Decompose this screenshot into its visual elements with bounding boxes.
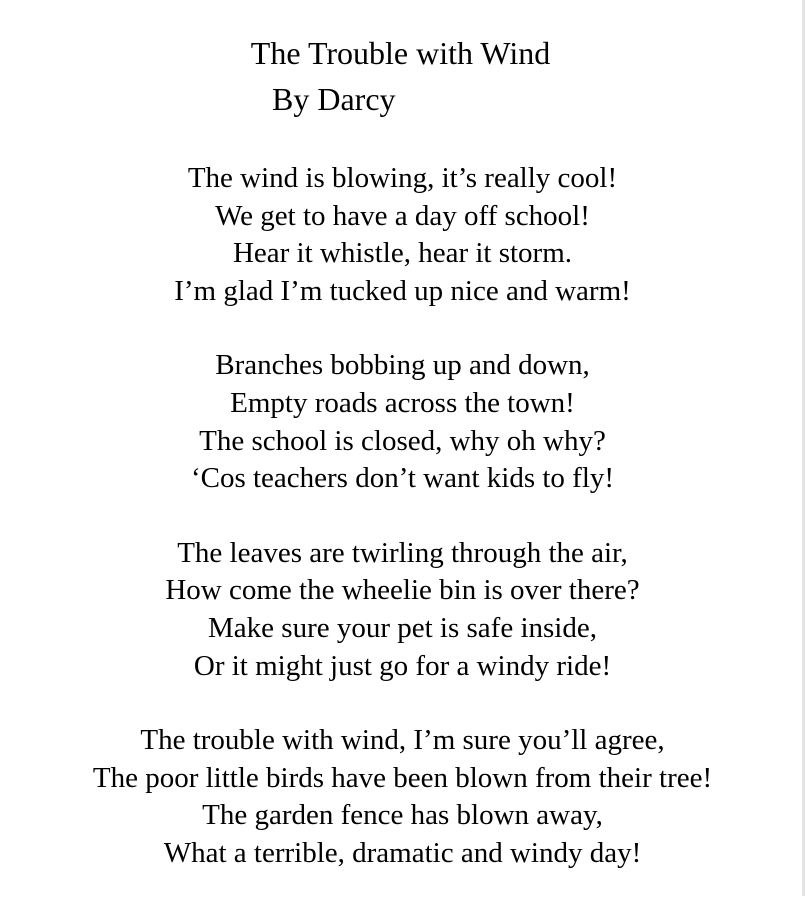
poem-line: We get to have a day off school! xyxy=(215,199,590,232)
poem-line: Or it might just go for a windy ride! xyxy=(193,649,612,682)
poem-line: What a terrible, dramatic and windy day! xyxy=(163,836,642,869)
poem-line: How come the wheelie bin is over there? xyxy=(165,574,640,607)
poem-line: Empty roads across the town! xyxy=(230,386,575,419)
poem-line: The poor little birds have been blown from their tree! xyxy=(92,761,713,794)
poem-line: The trouble with wind, I’m sure you’ll agree, xyxy=(140,724,665,757)
poem-title xyxy=(0,34,805,72)
stanza-4 xyxy=(0,722,805,872)
poem-author: By Darcy xyxy=(272,81,396,117)
poem-line: Make sure your pet is safe inside, xyxy=(208,611,597,644)
stanza-2 xyxy=(0,347,805,497)
stanza-1 xyxy=(0,160,805,310)
poem-line: The garden fence has blown away, xyxy=(202,799,603,832)
poem-line: The wind is blowing, it’s really cool! xyxy=(187,162,618,194)
poem-line: The leaves are twirling through the air, xyxy=(177,536,628,569)
stanza-3 xyxy=(0,535,805,685)
poem-line: I’m glad I’m tucked up nice and warm! xyxy=(174,274,631,307)
poem-title-text: The Trouble with Wind xyxy=(250,35,551,71)
poem-line: ‘Cos teachers don’t want kids to fly! xyxy=(190,462,615,495)
poem-line: The school is closed, why oh why? xyxy=(199,424,606,457)
poem-body xyxy=(0,160,805,910)
poem-line: Hear it whistle, hear it storm. xyxy=(232,237,573,270)
poem-line: Branches bobbing up and down, xyxy=(215,349,590,382)
